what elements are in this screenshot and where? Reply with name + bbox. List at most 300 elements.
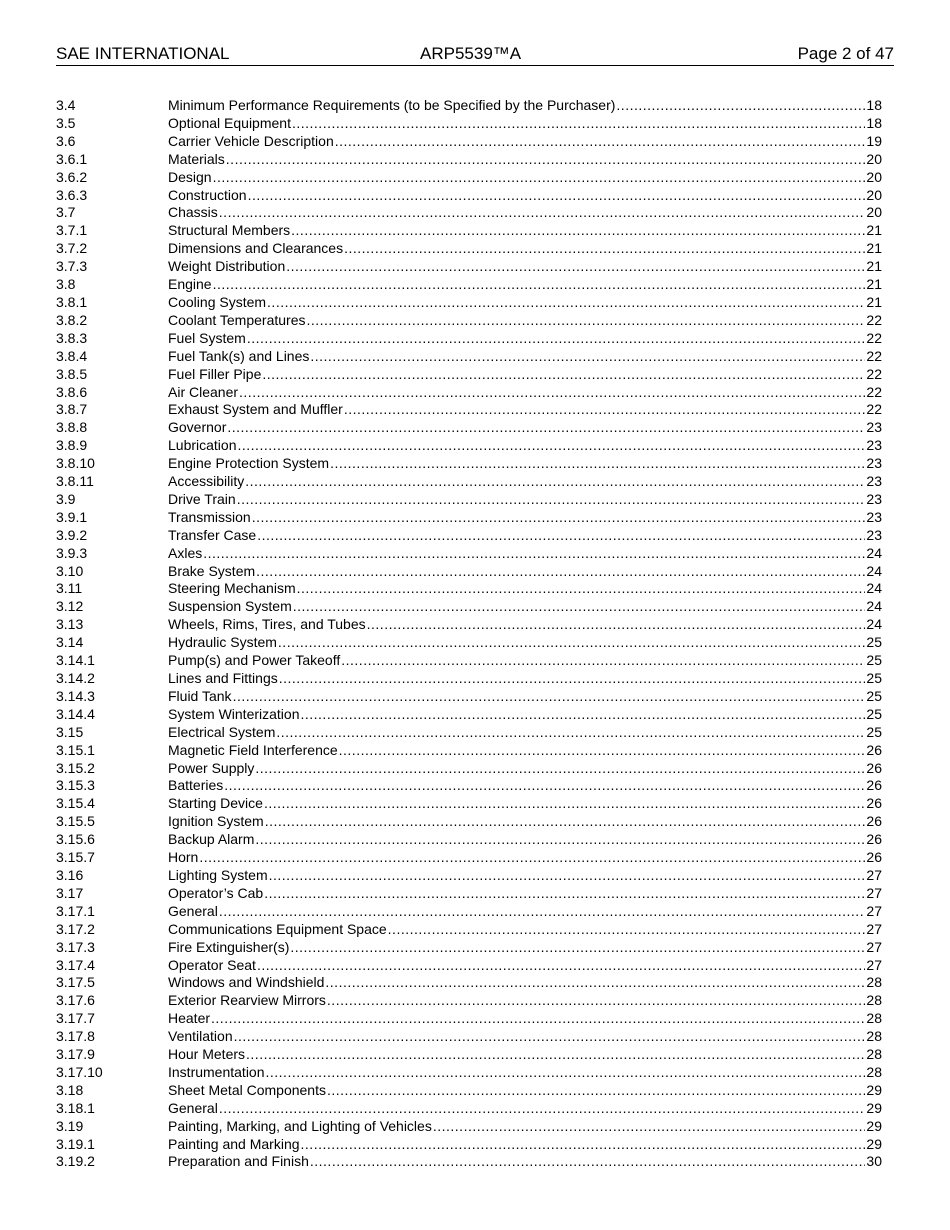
toc-entry-body	[168, 724, 882, 742]
toc-section-title: Structural Members	[168, 222, 291, 239]
toc-section-title: Governor	[168, 419, 227, 436]
toc-section-title: Operator Seat	[168, 956, 256, 973]
toc-section-number: 3.17.7	[56, 1010, 95, 1027]
toc-entry-body	[168, 706, 882, 724]
toc-entry[interactable]	[56, 294, 882, 312]
toc-section-title: Preparation and Finish	[168, 1153, 309, 1170]
toc-entry-body	[168, 1046, 882, 1064]
toc-section-title: Coolant Temperatures	[168, 311, 306, 328]
toc-section-title: Exhaust System and Muffler	[168, 401, 343, 418]
toc-section-number: 3.7	[56, 204, 76, 221]
toc-entry-body	[168, 992, 882, 1010]
toc-entry[interactable]	[56, 563, 882, 581]
toc-entry-body	[168, 240, 882, 258]
toc-page-number: 24	[866, 544, 882, 561]
toc-section-title: Design	[168, 168, 212, 185]
toc-entry-body	[168, 939, 882, 957]
toc-page-number: 27	[866, 902, 882, 919]
toc-page-number: 29	[866, 1135, 882, 1152]
toc-dot-leader	[327, 992, 866, 1010]
toc-section-number: 3.7.2	[56, 240, 88, 257]
toc-dot-leader	[226, 151, 866, 169]
toc-page-number: 21	[866, 276, 882, 293]
toc-section-title: Hour Meters	[168, 1046, 246, 1063]
toc-section-number: 3.8.5	[56, 365, 88, 382]
toc-entry[interactable]	[56, 419, 882, 437]
toc-section-title: Fuel System	[168, 329, 246, 346]
toc-section-title: System Winterization	[168, 705, 300, 722]
toc-page-number: 29	[866, 1117, 882, 1134]
toc-entry-body	[168, 366, 882, 384]
toc-section-number: 3.6	[56, 132, 76, 149]
toc-section-title: Materials	[168, 150, 225, 167]
toc-entry[interactable]	[56, 777, 882, 795]
toc-section-number: 3.6.2	[56, 168, 88, 185]
toc-dot-leader	[339, 742, 866, 760]
toc-dot-leader	[292, 115, 865, 133]
toc-entry[interactable]	[56, 545, 882, 563]
toc-section-number: 3.11	[56, 580, 83, 597]
toc-section-number: 3.17.6	[56, 992, 95, 1009]
toc-entry[interactable]	[56, 401, 882, 419]
toc-entry-body	[168, 473, 882, 491]
toc-entry-body	[168, 204, 882, 222]
toc-entry-body	[168, 276, 882, 294]
toc-entry[interactable]	[56, 688, 882, 706]
toc-dot-leader	[266, 1064, 866, 1082]
toc-page-number: 25	[866, 723, 882, 740]
toc-dot-leader	[234, 1028, 866, 1046]
toc-dot-leader	[301, 1136, 866, 1154]
toc-section-title: Painting, Marking, and Lighting of Vehicles	[168, 1117, 432, 1134]
toc-entry[interactable]	[56, 992, 882, 1010]
toc-entry-body	[168, 222, 882, 240]
toc-section-number: 3.15.2	[56, 759, 95, 776]
toc-section-title: Wheels, Rims, Tires, and Tubes	[168, 616, 366, 633]
toc-entry[interactable]	[56, 831, 882, 849]
toc-section-title: Air Cleaner	[168, 383, 239, 400]
toc-entry[interactable]	[56, 133, 882, 151]
toc-page-number: 20	[866, 204, 882, 221]
toc-dot-leader	[199, 849, 865, 867]
toc-section-number: 3.15.5	[56, 813, 95, 830]
toc-dot-leader	[227, 419, 865, 437]
toc-page-number: 22	[866, 311, 882, 328]
toc-entry[interactable]	[56, 634, 882, 652]
toc-section-title: Pump(s) and Power Takeoff	[168, 652, 341, 669]
toc-entry-body	[168, 97, 882, 115]
toc-section-number: 3.17.1	[56, 902, 95, 919]
toc-dot-leader	[344, 240, 865, 258]
toc-entry-body	[168, 419, 882, 437]
toc-dot-leader	[238, 437, 866, 455]
toc-section-title: Sheet Metal Components	[168, 1081, 326, 1098]
toc-section-number: 3.14.1	[56, 652, 95, 669]
toc-entry[interactable]	[56, 222, 882, 240]
toc-dot-leader	[265, 813, 866, 831]
toc-entry[interactable]	[56, 169, 882, 187]
toc-entry[interactable]	[56, 939, 882, 957]
toc-entry-body	[168, 133, 882, 151]
toc-dot-leader	[255, 760, 865, 778]
toc-section-number: 3.5	[56, 114, 76, 131]
toc-entry-body	[168, 401, 882, 419]
toc-section-title: Lubrication	[168, 437, 237, 454]
toc-section-title: Engine	[168, 276, 212, 293]
toc-entry-body	[168, 1010, 882, 1028]
toc-entry-body	[168, 903, 882, 921]
toc-dot-leader	[219, 903, 866, 921]
toc-section-title: Dimensions and Clearances	[168, 240, 344, 257]
toc-dot-leader	[247, 330, 866, 348]
toc-dot-leader	[278, 634, 866, 652]
toc-dot-leader	[327, 1082, 865, 1100]
toc-section-number: 3.15	[56, 723, 84, 740]
toc-section-number: 3.18.1	[56, 1099, 95, 1116]
toc-section-title: Fuel Filler Pipe	[168, 365, 262, 382]
toc-section-number: 3.19	[56, 1117, 84, 1134]
toc-page-number: 30	[866, 1153, 882, 1170]
toc-entry[interactable]	[56, 652, 882, 670]
toc-dot-leader	[367, 616, 866, 634]
toc-section-number: 3.13	[56, 616, 84, 633]
toc-dot-leader	[246, 1046, 865, 1064]
toc-page-number: 25	[866, 652, 882, 669]
toc-section-number: 3.14.4	[56, 705, 95, 722]
toc-dot-leader	[245, 473, 865, 491]
toc-page-number: 26	[866, 759, 882, 776]
toc-entry-body	[168, 1136, 882, 1154]
toc-section-number: 3.8.11	[56, 473, 94, 490]
toc-section-title: Transmission	[168, 508, 251, 525]
toc-entry[interactable]	[56, 670, 882, 688]
toc-page-number: 26	[866, 795, 882, 812]
toc-section-title: Ignition System	[168, 813, 264, 830]
toc-page-number: 25	[866, 705, 882, 722]
toc-section-number: 3.9.1	[56, 508, 88, 525]
toc-section-number: 3.8.8	[56, 419, 88, 436]
toc-section-number: 3.14	[56, 634, 84, 651]
toc-section-title: Steering Mechanism	[168, 580, 296, 597]
toc-entry[interactable]	[56, 187, 882, 205]
toc-entry-body	[168, 312, 882, 330]
toc-entry-body	[168, 813, 882, 831]
toc-entry-body	[168, 1100, 882, 1118]
toc-page-number: 24	[866, 598, 882, 615]
toc-page-number: 22	[866, 401, 882, 418]
toc-dot-leader	[341, 652, 865, 670]
toc-entry-body	[168, 151, 882, 169]
toc-page-number: 25	[866, 634, 882, 651]
toc-entry-body	[168, 742, 882, 760]
toc-entry[interactable]	[56, 616, 882, 634]
toc-entry[interactable]	[56, 1118, 882, 1136]
toc-section-number: 3.12	[56, 598, 84, 615]
toc-dot-leader	[297, 580, 866, 598]
toc-dot-leader	[203, 545, 865, 563]
toc-page-number: 21	[866, 258, 882, 275]
toc-dot-leader	[248, 187, 866, 205]
toc-entry-body	[168, 831, 882, 849]
toc-entry-body	[168, 795, 882, 813]
toc-entry-body	[168, 688, 882, 706]
toc-entry[interactable]	[56, 204, 882, 222]
toc-section-title: Fire Extinguisher(s)	[168, 938, 290, 955]
toc-section-title: Chassis	[168, 204, 218, 221]
toc-entry[interactable]	[56, 115, 882, 133]
toc-page-number: 29	[866, 1099, 882, 1116]
document-id: ARP5539™A	[420, 44, 522, 63]
toc-entry-body	[168, 957, 882, 975]
toc-entry[interactable]	[56, 885, 882, 903]
toc-entry[interactable]	[56, 921, 882, 939]
toc-page-number: 23	[866, 526, 882, 543]
toc-entry-body	[168, 491, 882, 509]
toc-section-number: 3.14.2	[56, 670, 95, 686]
toc-entry[interactable]	[56, 258, 882, 276]
toc-entry-body	[168, 760, 882, 778]
toc-section-number: 3.8.7	[56, 401, 88, 418]
toc-entry[interactable]	[56, 384, 882, 402]
toc-entry-body	[168, 563, 882, 581]
toc-entry[interactable]	[56, 724, 882, 742]
toc-section-title: Starting Device	[168, 795, 263, 812]
toc-entry-body	[168, 455, 882, 473]
toc-entry-body	[168, 294, 882, 312]
toc-entry[interactable]	[56, 1010, 882, 1028]
toc-entry-body	[168, 652, 882, 670]
toc-entry[interactable]	[56, 580, 882, 598]
toc-section-title: Suspension System	[168, 598, 292, 615]
toc-dot-leader	[310, 348, 865, 366]
toc-entry-body	[168, 527, 882, 545]
toc-section-title: Fuel Tank(s) and Lines	[168, 347, 310, 364]
toc-section-title: General	[168, 902, 218, 919]
toc-dot-leader	[239, 384, 865, 402]
toc-section-title: Hydraulic System	[168, 634, 277, 651]
toc-page-number: 24	[866, 580, 882, 597]
toc-entry-body	[168, 849, 882, 867]
toc-dot-leader	[279, 670, 866, 688]
toc-entry[interactable]	[56, 276, 882, 294]
toc-dot-leader	[306, 312, 865, 330]
toc-section-title: Batteries	[168, 777, 224, 794]
toc-entry[interactable]	[56, 330, 882, 348]
toc-entry[interactable]	[56, 867, 882, 885]
toc-section-title: Optional Equipment	[168, 114, 291, 131]
toc-entry-body	[168, 885, 882, 903]
toc-entry[interactable]	[56, 509, 882, 527]
toc-entry-body	[168, 330, 882, 348]
toc-entry-body	[168, 545, 882, 563]
toc-section-number: 3.19.1	[56, 1135, 95, 1152]
toc-section-number: 3.17.4	[56, 956, 95, 973]
toc-section-title: Power Supply	[168, 759, 255, 776]
toc-entry-body	[168, 580, 882, 598]
toc-page-number: 27	[866, 920, 882, 937]
toc-page-number: 21	[866, 240, 882, 257]
toc-entry-body	[168, 921, 882, 939]
toc-section-number: 3.17	[56, 884, 84, 901]
toc-page-number: 23	[866, 508, 882, 525]
toc-section-number: 3.9.2	[56, 526, 88, 543]
toc-page-number: 18	[866, 114, 882, 131]
toc-section-title: Engine Protection System	[168, 455, 330, 472]
toc-entry[interactable]	[56, 957, 882, 975]
toc-dot-leader	[237, 491, 866, 509]
toc-entry-body	[168, 1153, 882, 1171]
toc-entry[interactable]	[56, 1153, 882, 1171]
toc-section-title: General	[168, 1099, 218, 1116]
toc-entry[interactable]	[56, 598, 882, 616]
toc-entry[interactable]	[56, 312, 882, 330]
toc-dot-leader	[290, 939, 865, 957]
toc-entry[interactable]	[56, 1046, 882, 1064]
toc-page-number: 20	[866, 150, 882, 167]
toc-section-title: Electrical System	[168, 723, 276, 740]
toc-entry[interactable]	[56, 473, 882, 491]
toc-page-number: 18	[866, 97, 882, 113]
toc-entry[interactable]	[56, 1082, 882, 1100]
toc-page-number: 26	[866, 813, 882, 830]
toc-section-number: 3.15.4	[56, 795, 95, 812]
toc-section-number: 3.17.5	[56, 974, 95, 991]
toc-section-title: Windows and Windshield	[168, 974, 325, 991]
toc-section-number: 3.15.1	[56, 741, 95, 758]
toc-dot-leader	[233, 688, 866, 706]
toc-section-title: Operator’s Cab	[168, 884, 264, 901]
toc-section-title: Ventilation	[168, 1028, 233, 1045]
toc-section-number: 3.17.2	[56, 920, 95, 937]
toc-entry-body	[168, 437, 882, 455]
toc-dot-leader	[252, 509, 866, 527]
toc-entry-body	[168, 1064, 882, 1082]
toc-dot-leader	[262, 366, 865, 384]
toc-dot-leader	[267, 294, 865, 312]
toc-section-number: 3.15.6	[56, 831, 95, 848]
page-header	[56, 43, 894, 66]
toc-entry[interactable]	[56, 1064, 882, 1082]
toc-entry[interactable]	[56, 849, 882, 867]
toc-section-number: 3.7.1	[56, 222, 88, 239]
toc-dot-leader	[211, 1010, 865, 1028]
toc-entry[interactable]	[56, 795, 882, 813]
toc-section-title: Lines and Fittings	[168, 670, 278, 686]
toc-section-title: Heater	[168, 1010, 211, 1027]
toc-section-title: Fluid Tank	[168, 687, 232, 704]
toc-section-number: 3.9	[56, 490, 76, 507]
toc-entry[interactable]	[56, 903, 882, 921]
toc-page-number: 25	[866, 670, 882, 686]
toc-page-number: 23	[866, 455, 882, 472]
toc-dot-leader	[325, 974, 865, 992]
toc-entry-body	[168, 115, 882, 133]
toc-entry-body	[168, 616, 882, 634]
toc-page-number: 20	[866, 186, 882, 203]
toc-entry[interactable]	[56, 366, 882, 384]
toc-section-title: Drive Train	[168, 490, 236, 507]
toc-entry[interactable]	[56, 455, 882, 473]
toc-dot-leader	[286, 258, 865, 276]
org-name: SAE INTERNATIONAL	[56, 44, 230, 63]
toc-section-number: 3.18	[56, 1081, 84, 1098]
toc-entry[interactable]	[56, 1028, 882, 1046]
toc-entry[interactable]	[56, 706, 882, 724]
toc-dot-leader	[269, 867, 866, 885]
toc-entry[interactable]	[56, 491, 882, 509]
toc-entry-body	[168, 258, 882, 276]
toc-page-number: 27	[866, 956, 882, 973]
toc-entry[interactable]	[56, 1136, 882, 1154]
toc-section-number: 3.8.6	[56, 383, 88, 400]
toc-entry-body	[168, 1118, 882, 1136]
page-number: Page 2 of 47	[797, 44, 894, 63]
toc-dot-leader	[257, 957, 865, 975]
toc-entry-body	[168, 384, 882, 402]
toc-entry-body	[168, 867, 882, 885]
toc-entry[interactable]	[56, 760, 882, 778]
toc-dot-leader	[256, 563, 865, 581]
toc-dot-leader	[276, 724, 865, 742]
toc-section-title: Axles	[168, 544, 203, 561]
toc-entry[interactable]	[56, 1100, 882, 1118]
toc-entry[interactable]	[56, 742, 882, 760]
toc-entry-body	[168, 598, 882, 616]
toc-dot-leader	[213, 169, 866, 187]
toc-page-number: 27	[866, 866, 882, 883]
toc-section-number: 3.8.1	[56, 293, 88, 310]
toc-section-number: 3.8.9	[56, 437, 88, 454]
toc-section-number: 3.17.9	[56, 1046, 95, 1063]
toc-entry[interactable]	[56, 527, 882, 545]
toc-section-number: 3.8.2	[56, 311, 88, 328]
toc-dot-leader	[293, 598, 866, 616]
toc-entry[interactable]	[56, 348, 882, 366]
toc-section-title: Construction	[168, 186, 247, 203]
toc-entry[interactable]	[56, 437, 882, 455]
toc-dot-leader	[300, 706, 865, 724]
toc-page-number: 22	[866, 383, 882, 400]
toc-page-number: 23	[866, 437, 882, 454]
toc-page-number: 27	[866, 884, 882, 901]
toc-section-number: 3.8	[56, 276, 76, 293]
toc-section-title: Cooling System	[168, 293, 267, 310]
toc-section-title: Instrumentation	[168, 1063, 265, 1080]
toc-entry[interactable]	[56, 97, 882, 115]
toc-entry[interactable]	[56, 974, 882, 992]
toc-section-number: 3.9.3	[56, 544, 88, 561]
toc-section-number: 3.17.3	[56, 938, 95, 955]
toc-section-number: 3.10	[56, 562, 84, 579]
toc-entry[interactable]	[56, 151, 882, 169]
toc-dot-leader	[291, 222, 865, 240]
toc-dot-leader	[335, 133, 866, 151]
toc-entry-body	[168, 1082, 882, 1100]
toc-section-title: Lighting System	[168, 866, 268, 883]
toc-page-number: 23	[866, 490, 882, 507]
toc-dot-leader	[224, 777, 865, 795]
table-of-contents	[56, 97, 882, 1171]
toc-entry[interactable]	[56, 240, 882, 258]
toc-page-number: 26	[866, 777, 882, 794]
toc-entry[interactable]	[56, 813, 882, 831]
toc-section-number: 3.19.2	[56, 1153, 95, 1170]
toc-page-number: 27	[866, 938, 882, 955]
toc-dot-leader	[330, 455, 865, 473]
toc-page-number: 28	[866, 1028, 882, 1045]
toc-page-number: 26	[866, 831, 882, 848]
toc-entry-body	[168, 777, 882, 795]
